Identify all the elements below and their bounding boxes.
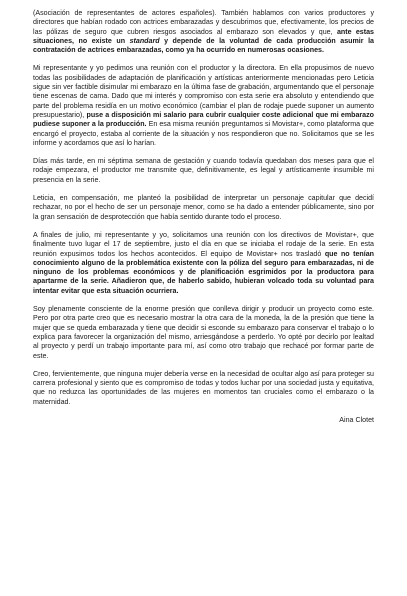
paragraph-6 <box>33 305 374 361</box>
bold-text: ante estas situaciones, no existe un <box>33 27 374 45</box>
body-text: Creo, fervientemente, que ninguna mujer debería verse en la necesidad de ocultar algo así para proteger su carrera profesional y siento que es compromiso de todas y todos luchar por una sociedad justa y equitativa, que no reduzca las oportunidades de las mujeres en momentos tan cruciales como el embarazo o la maternidad. <box>33 369 374 406</box>
letter-body <box>33 9 374 407</box>
body-text: En esa misma reunión preguntamos si Movistar+, como plataforma que encargó el proyecto, estaba al corriente de la situación y nos respondieron que no. Solicitamos que se les informe y acordamos que así lo harían. <box>33 120 374 147</box>
body-text: Días más tarde, en mi séptima semana de gestación y cuando todavía quedaban dos meses para que el rodaje empezara, el productor me transmite que, definitivamente, es legal y artísticamente insumible mi presencia en la serie. <box>33 157 374 184</box>
paragraph-3 <box>33 157 374 185</box>
body-text: A finales de julio, mi representante y yo, solicitamos una reunión con los directivos de Movistar+, que finalmente tuvo lugar el 17 de septiembre, justo el día en que se iniciaba el rodaje de la serie. En esta reunión expusimos todos los hechos acontecidos. El equipo de Movistar+ nos trasladó <box>33 230 374 258</box>
emphasis-text: standard <box>129 36 160 45</box>
bold-text: que no tenían conocimiento alguno de la problemática existente con la póliza del seguro para embarazadas, ni de ninguno de los problemas económicos y de planificación esgrimidos por la productora para apartarme de la serie. Añadieron que, de haberlo sabido, hubieran volcado toda su voluntad para intentar evitar que esta situación ocurriera. <box>33 249 374 295</box>
body-text: Leticia, en compensación, me planteó la posibilidad de interpretar un personaje capitular que decidí rechazar, no por el hecho de ser un personaje menor, como se ha dado a entender públicamente, sino por la gran sensación de desprotección que había sentido durante todo el proceso. <box>33 194 374 221</box>
paragraph-2 <box>33 64 374 148</box>
paragraph-5 <box>33 231 374 296</box>
signature: Aina Clotet <box>339 415 374 424</box>
body-text: Soy plenamente consciente de la enorme presión que conlleva dirigir y producir un proyecto como este. Pero por otra parte creo que es necesario mostrar la otra cara de la moneda, la de la presión que tiene la mujer que se queda embarazada y tiene que decidir si esconde su embarazo para conservar el trabajo o lo explica para favorecer la organización del mismo, arriesgándose a perderlo. Yo opté por decirlo por lealtad al proyecto y perdí un trabajo importante para mí, así como otro trabajo que rechacé por formar parte de este. <box>33 305 374 360</box>
paragraph-7 <box>33 370 374 407</box>
paragraph-4 <box>33 194 374 222</box>
body-text: Mi representante y yo pedimos una reunión con el productor y la directora. En ella propusimos de nuevo todas las posibilidades de adaptación de planificación y artísticas anteriormente mencionadas pero Leticia sigue sin ver factible disimular mi embarazo en la última fase de grabación, argumentando que el personaje tiene escenas de cama. Dado que mi interés y compromiso con esta serie era absoluto y entendiendo que parte del problema residía en un motivo económico (cambiar el plan de rodaje puede suponer un aumento presupuestario), <box>33 64 374 119</box>
bold-text <box>130 37 160 45</box>
paragraph-1 <box>33 9 374 55</box>
bold-text: y depende de la voluntad de cada producción asumir la contratación de actrices embarazadas, como ya ha ocurrido en numerosas ocasiones. <box>33 36 374 55</box>
bold-text: puse a disposición mi salario para cubrir cualquier coste adicional que mi embarazo pudiese suponer a la producción. <box>33 110 374 129</box>
body-text: (Asociación de representantes de actores españoles). También hablamos con varios productores y directores que habían rodado con actrices embarazadas y descubrimos que, efectivamente, los precios de las pólizas de seguro que cubren riesgos asociados al embarazo son elevados y que, <box>33 9 374 36</box>
